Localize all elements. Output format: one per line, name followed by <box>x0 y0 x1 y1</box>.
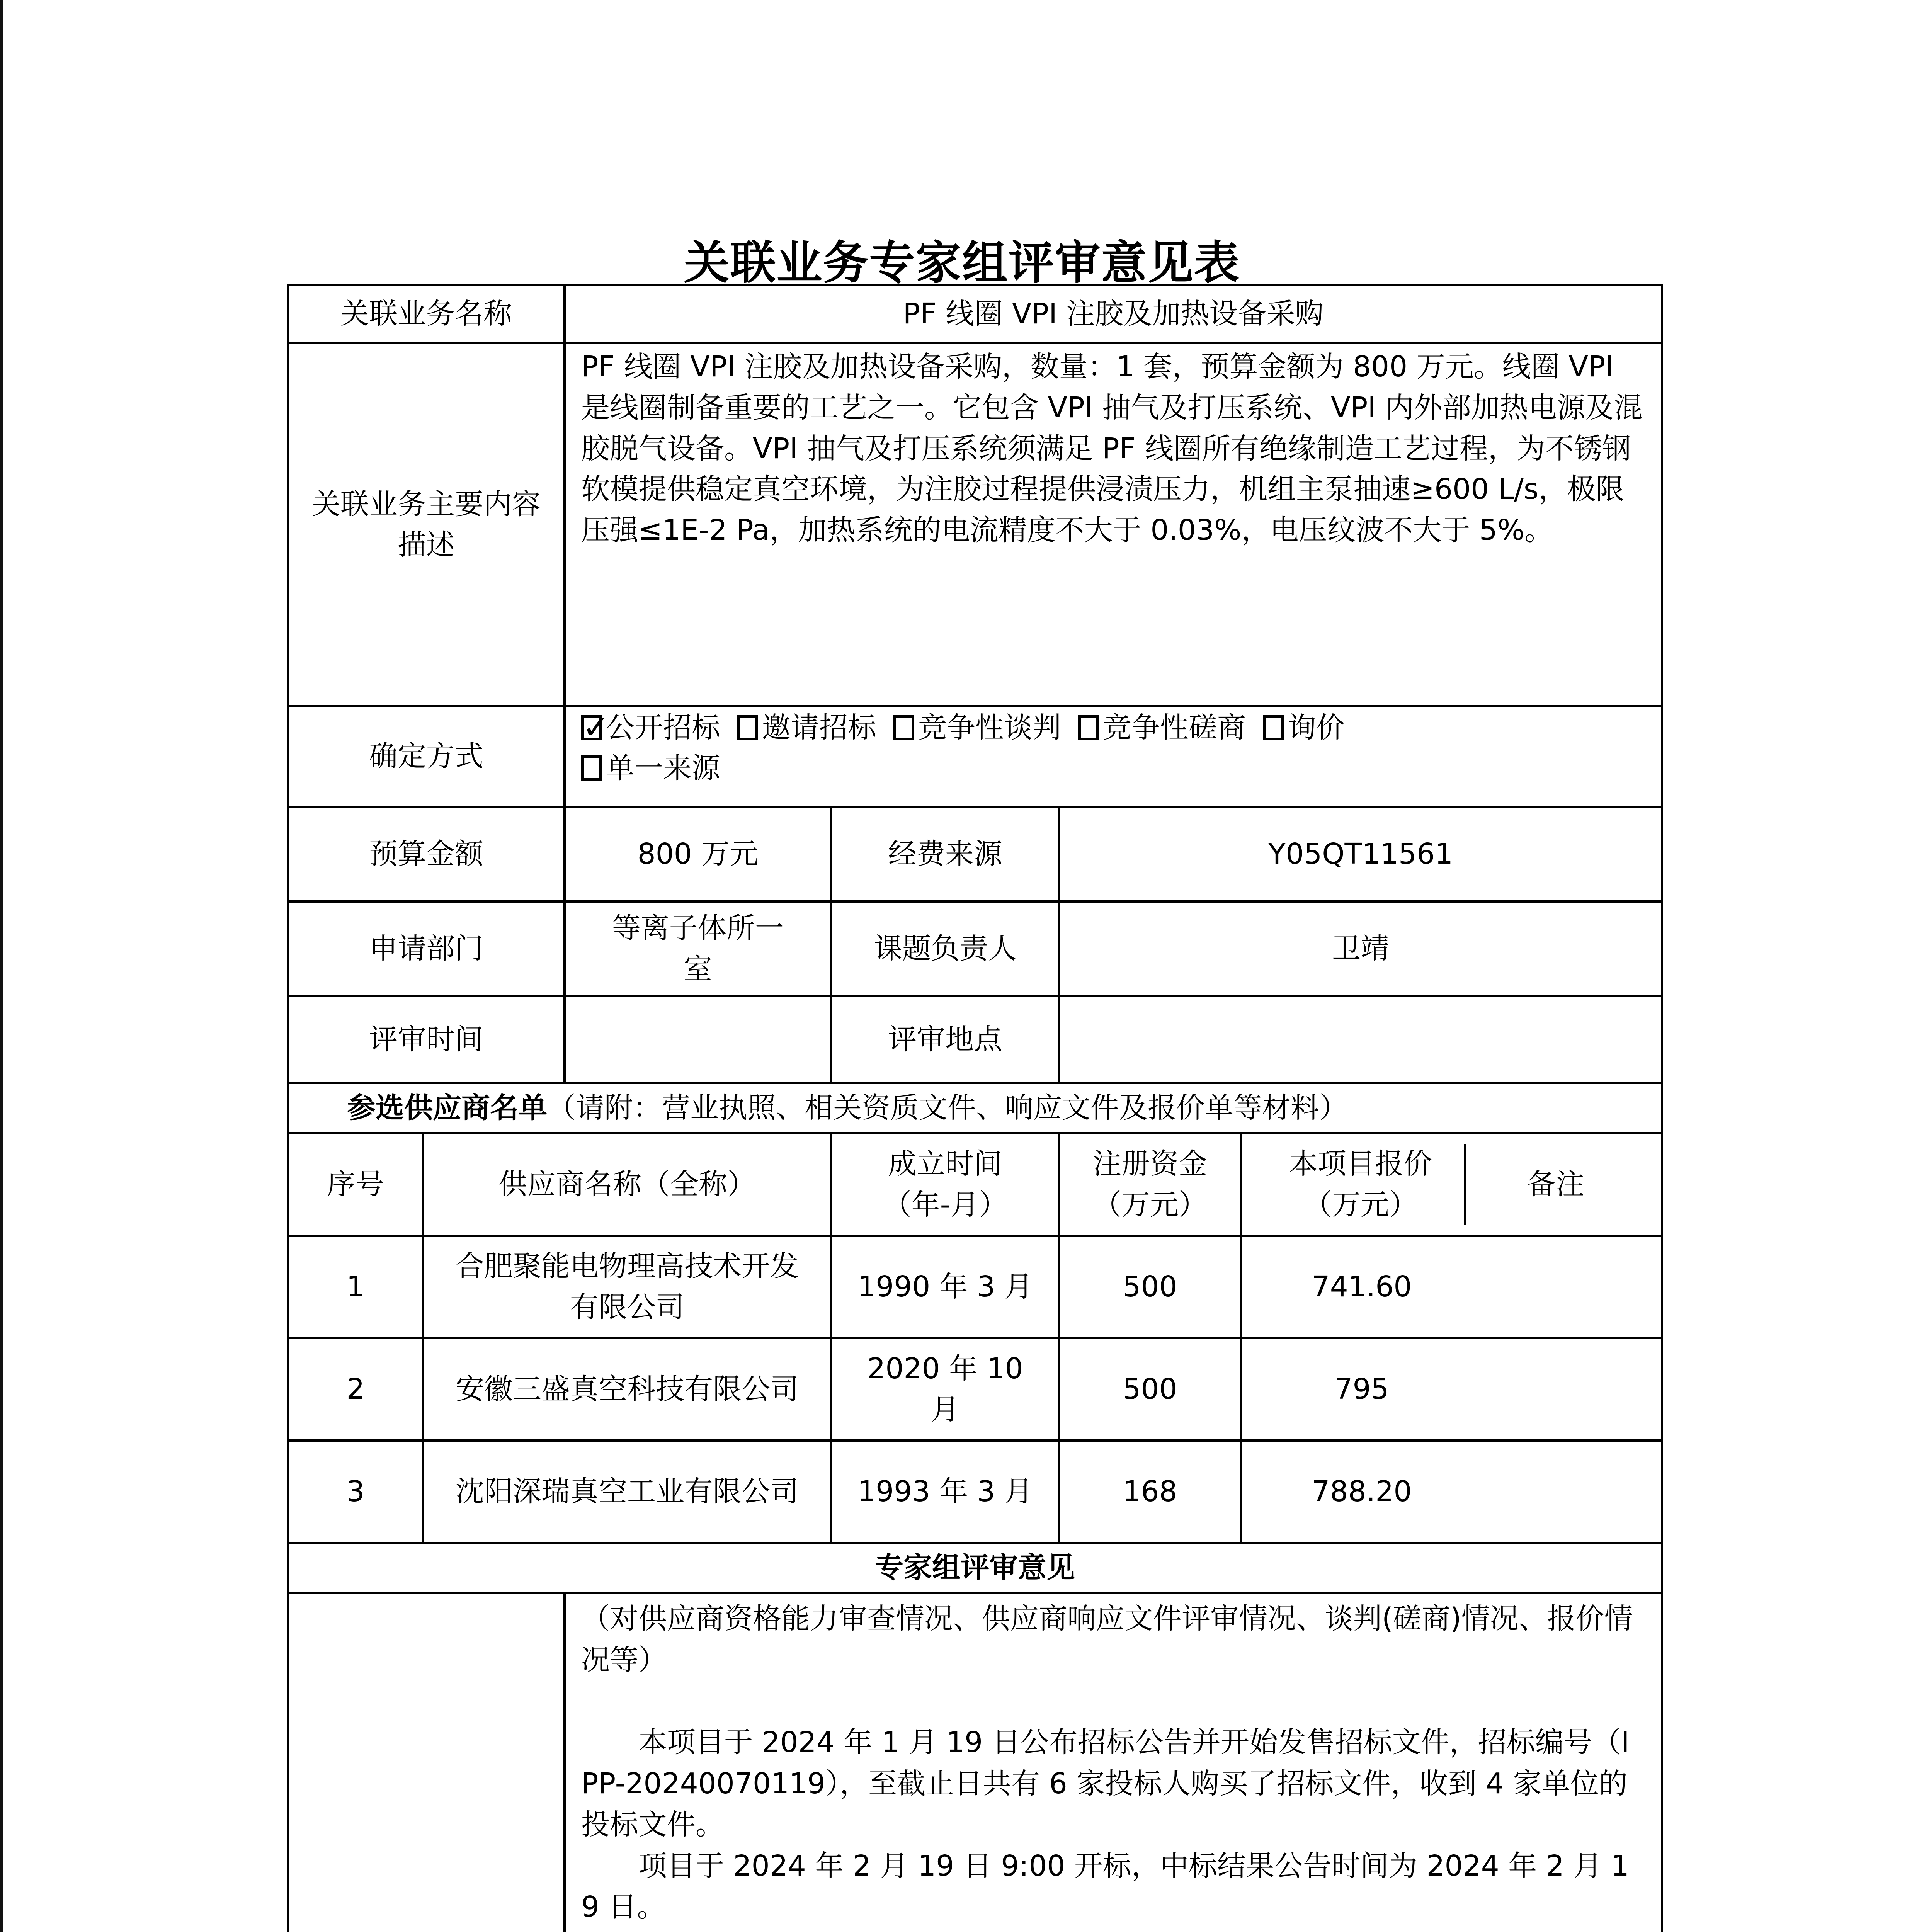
method-option-competitive-consultation[interactable]: 竞争性磋商 <box>1078 711 1246 744</box>
leader-value: 卫靖 <box>1059 901 1662 996</box>
budget-label: 预算金额 <box>288 807 565 901</box>
checkbox-empty-icon[interactable] <box>893 715 914 740</box>
col-quote-remark <box>1241 1133 1662 1236</box>
leader-label: 课题负责人 <box>831 901 1059 996</box>
method-label: 确定方式 <box>288 706 565 807</box>
method-option-inquiry[interactable]: 询价 <box>1263 711 1345 744</box>
opinion-label <box>288 1593 565 1932</box>
method-option-invited-tender[interactable]: 邀请招标 <box>737 711 876 744</box>
supplier-quote-remark <box>1241 1338 1662 1440</box>
col-name: 供应商名称（全称） <box>423 1133 831 1236</box>
suppliers-note: （请附：营业执照、相关资质文件、响应文件及报价单等材料） <box>547 1091 1348 1125</box>
supplier-row <box>288 1338 1662 1440</box>
business-name-value: PF 线圈 VPI 注胶及加热设备采购 <box>565 285 1662 343</box>
review-time-label: 评审时间 <box>288 996 565 1083</box>
row-opinion <box>288 1593 1662 1932</box>
row-method <box>288 706 1662 807</box>
supplier-founded: 2020 年 10 月 <box>831 1338 1059 1440</box>
supplier-seq: 2 <box>288 1338 423 1440</box>
description-value: PF 线圈 VPI 注胶及加热设备采购，数量：1 套，预算金额为 800 万元。线圈 VPI 是线圈制备重要的工艺之一。它包含 VPI 抽气及打压系统、VPI 内外部加热电源及混胶脱气设备。VPI 抽气及打压系统须满足 PF 线圈所有绝缘制造工艺过程，为不锈钢软模提供稳定真空环境，为注胶过程提供浸渍压力，机组主泵抽速≥600 L/s，极限压强≤1E-2 Pa，加热系统的电流精度不大于 0.03%，电压纹波不大于 5%。 <box>565 343 1662 706</box>
review-time-value <box>565 996 831 1083</box>
opinion-paragraph: 本项目于 2024 年 1 月 19 日公布招标公告并开始发售招标文件，招标编号（IPP-20240070119），至截止日共有 6 家投标人购买了招标文件，收到 4 家单位的投标文件。 <box>581 1726 1630 1842</box>
col-seq: 序号 <box>288 1133 423 1236</box>
supplier-capital: 500 <box>1059 1338 1241 1440</box>
row-business-name <box>288 285 1662 343</box>
supplier-name: 沈阳深瑞真空工业有限公司 <box>423 1440 831 1543</box>
supplier-founded: 1990 年 3 月 <box>831 1236 1059 1338</box>
supplier-quote: 788.20 <box>1312 1475 1412 1508</box>
method-option-open-tender[interactable]: ✓公开招标 <box>581 711 720 744</box>
department-value: 等离子体所一室 <box>565 901 831 996</box>
method-options <box>565 706 1662 807</box>
checkbox-checked-icon[interactable] <box>581 715 602 740</box>
suppliers-heading: 参选供应商名单（请附：营业执照、相关资质文件、响应文件及报价单等材料） <box>288 1083 1662 1133</box>
supplier-capital: 500 <box>1059 1236 1241 1338</box>
col-capital: 注册资金（万元） <box>1059 1133 1241 1236</box>
checkbox-empty-icon[interactable] <box>1263 715 1284 740</box>
row-department <box>288 901 1662 996</box>
description-label: 关联业务主要内容描述 <box>288 343 565 706</box>
opinion-spacer <box>581 1680 1645 1722</box>
opinion-paragraph: 项目于 2024 年 2 月 19 日 9:00 开标，中标结果公告时间为 2024 年 2 月 19 日。 <box>581 1849 1630 1924</box>
col-remark: 备注 <box>1527 1167 1584 1201</box>
review-place-label: 评审地点 <box>831 996 1059 1083</box>
supplier-quote: 741.60 <box>1312 1270 1412 1303</box>
supplier-capital: 168 <box>1059 1440 1241 1543</box>
supplier-quote: 795 <box>1334 1372 1389 1406</box>
row-review-time <box>288 996 1662 1083</box>
supplier-row <box>288 1440 1662 1543</box>
supplier-name: 安徽三盛真空科技有限公司 <box>423 1338 831 1440</box>
col-quote: 本项目报价（万元） <box>1257 1144 1466 1225</box>
department-label: 申请部门 <box>288 901 565 996</box>
supplier-quote-remark <box>1241 1440 1662 1543</box>
review-place-value <box>1059 996 1662 1083</box>
opinion-hint: （对供应商资格能力审查情况、供应商响应文件评审情况、谈判(磋商)情况、报价情况等） <box>581 1602 1633 1677</box>
row-budget <box>288 807 1662 901</box>
page-title: 关联业务专家组评审意见表 <box>684 236 1240 289</box>
checkbox-empty-icon[interactable] <box>581 755 602 781</box>
budget-value: 800 万元 <box>565 807 831 901</box>
review-form-table <box>287 284 1663 1932</box>
row-suppliers-heading <box>288 1083 1662 1133</box>
funding-label: 经费来源 <box>831 807 1059 901</box>
supplier-name: 合肥聚能电物理高技术开发有限公司 <box>423 1236 831 1338</box>
col-founded: 成立时间（年-月） <box>831 1133 1059 1236</box>
funding-value: Y05QT11561 <box>1059 807 1662 901</box>
opinion-heading: 专家组评审意见 <box>288 1543 1662 1593</box>
supplier-row <box>288 1236 1662 1338</box>
business-name-label: 关联业务名称 <box>288 285 565 343</box>
suppliers-header-row <box>288 1133 1662 1236</box>
checkbox-empty-icon[interactable] <box>1078 715 1099 740</box>
supplier-seq: 1 <box>288 1236 423 1338</box>
opinion-body <box>565 1593 1662 1932</box>
checkbox-empty-icon[interactable] <box>737 715 758 740</box>
method-option-competitive-negotiation[interactable]: 竞争性谈判 <box>893 711 1061 744</box>
method-option-single-source[interactable]: 单一来源 <box>581 752 720 785</box>
supplier-founded: 1993 年 3 月 <box>831 1440 1059 1543</box>
supplier-quote-remark <box>1241 1236 1662 1338</box>
row-opinion-heading <box>288 1543 1662 1593</box>
supplier-seq: 3 <box>288 1440 423 1543</box>
row-description <box>288 343 1662 706</box>
